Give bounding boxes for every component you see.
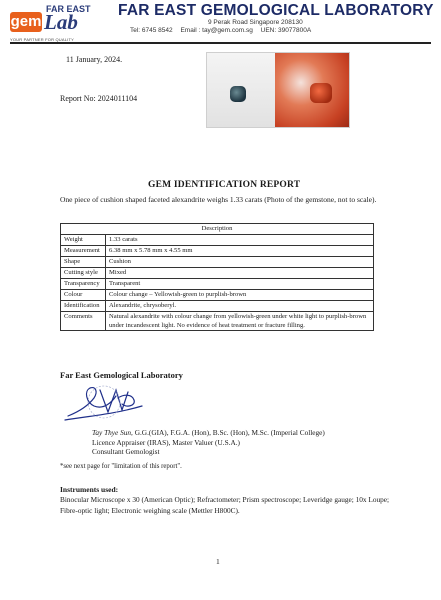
logo-gem-mark: gem xyxy=(10,13,42,30)
row-value: Mixed xyxy=(106,268,374,279)
row-value: Cushion xyxy=(106,257,374,268)
instruments-heading: Instruments used: xyxy=(60,485,119,494)
handwritten-signature xyxy=(60,376,150,426)
instruments-list: Binocular Microscope x 30 (American Optic); Refractometer; Prism spectroscope; Leveridge gauge; 10x Loupe; Fibre-optic light; Electronic weighing scale (Mettler H800C). xyxy=(60,495,390,515)
table-row xyxy=(61,312,374,331)
lab-tel: Tel: 6745 8542 xyxy=(130,27,173,34)
lab-email: Email : tay@gem.com.sg xyxy=(180,27,253,34)
lab-uen: UEN: 39077800A xyxy=(260,27,312,34)
row-key: Weight xyxy=(61,235,106,246)
row-key: Cutting style xyxy=(61,268,106,279)
row-key: Comments xyxy=(61,312,106,331)
gemstone-photo-daylight xyxy=(207,53,275,127)
header-divider xyxy=(10,42,431,44)
lab-address: 9 Perak Road Singapore 208130 xyxy=(208,19,303,26)
lab-contact xyxy=(130,27,317,34)
row-value: 6.38 mm x 5.78 mm x 4.55 mm xyxy=(106,246,374,257)
table-row xyxy=(61,246,374,257)
table-row xyxy=(61,268,374,279)
gemstone-photo xyxy=(206,52,350,128)
table-row xyxy=(61,235,374,246)
appraiser-licence: Licence Appraiser (IRAS), Master Valuer (U.S.A.) xyxy=(92,438,240,447)
row-value: Natural alexandrite with colour change from yellowish-green under white light to purplish-brown under incandescent light. No evidence of heat treatment or fracture filling. xyxy=(106,312,374,331)
logo-lab-text: Lab xyxy=(44,10,78,34)
limitation-note: *see next page for "limitation of this report". xyxy=(60,463,182,470)
table-row xyxy=(61,290,374,301)
table-row xyxy=(61,301,374,312)
lab-name: FAR EAST GEMOLOGICAL LABORATORY xyxy=(118,2,434,19)
row-key: Transparency xyxy=(61,279,106,290)
gemstone-photo-incandescent xyxy=(275,53,349,127)
signature-heading: Far East Gemological Laboratory xyxy=(60,370,183,380)
row-value: Colour change – Yellowish-green to purplish-brown xyxy=(106,290,374,301)
logo-tagline: YOUR PARTNER FOR QUALITY xyxy=(10,37,74,42)
row-value: 1.33 carats xyxy=(106,235,374,246)
row-key: Measurement xyxy=(61,246,106,257)
row-value: Transparent xyxy=(106,279,374,290)
appraiser-title: Consultant Gemologist xyxy=(92,447,160,456)
gem-details-table xyxy=(60,223,374,331)
row-key: Colour xyxy=(61,290,106,301)
appraiser-qualifications: G.G.(GIA), F.G.A. (Hon), B.Sc. (Hon), M.Sc. (Imperial College) xyxy=(132,428,325,437)
table-row xyxy=(61,257,374,268)
report-description: One piece of cushion shaped faceted alexandrite weighs 1.33 carats (Photo of the gemstone, not to scale). xyxy=(60,195,377,204)
page-number: 1 xyxy=(216,557,220,566)
appraiser-name-text: Tay Thye Sun, xyxy=(92,428,133,437)
row-value: Alexandrite, chrysoberyl. xyxy=(106,301,374,312)
report-date: 11 January, 2024. xyxy=(66,55,123,64)
table-row xyxy=(61,279,374,290)
report-number: Report No: 2024011104 xyxy=(60,94,138,103)
gemstone-green xyxy=(230,86,246,102)
row-key: Shape xyxy=(61,257,106,268)
row-key: Identification xyxy=(61,301,106,312)
logo-top-text: FAR EAST xyxy=(46,4,91,14)
gemstone-red xyxy=(310,83,332,103)
table-header: Description xyxy=(61,224,374,235)
appraiser-name xyxy=(92,428,325,437)
report-title: GEM IDENTIFICATION REPORT xyxy=(148,180,301,190)
